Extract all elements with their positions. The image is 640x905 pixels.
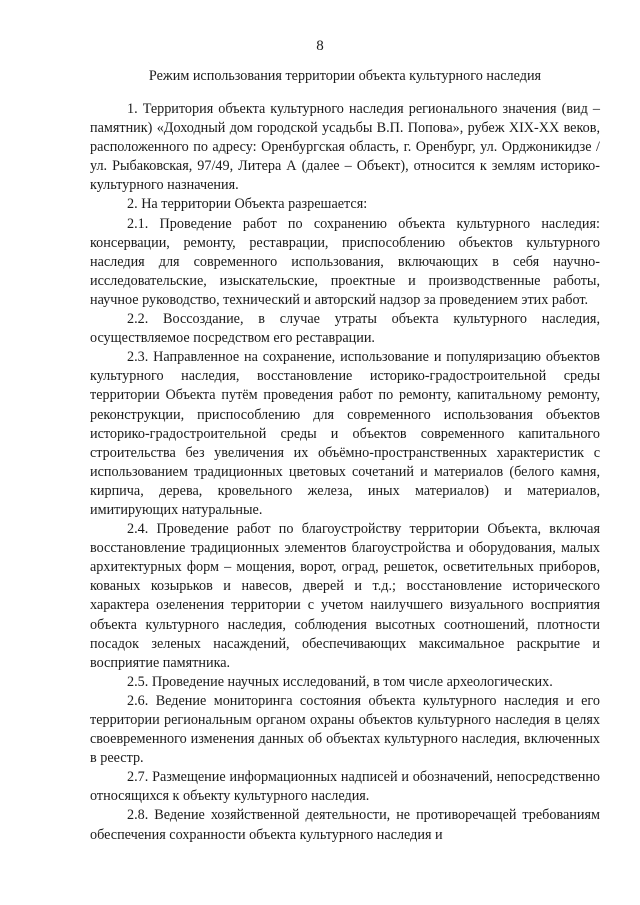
paragraph-2-4: 2.4. Проведение работ по благоустройству территории Объекта, включая восстановление традиционных элементов благоустройства и оборудования, малых архитектурных форм – мощения, ворот, оград, решеток, осветительных приборов, кованых козырьков и навесов, дверей и т.д.; восстановление исторического характера озеленения территории с учетом наилучшего визуального восприятия объекта культурного наследия, соблюдения высотных соотношений, плотности посадок зеленых насаждений, обеспечивающих максимальное раскрытие и восприятие памятника.: [90, 521, 600, 671]
paragraph-2-6: 2.6. Ведение мониторинга состояния объекта культурного наследия и его территории региональным органом охраны объектов культурного наследия в целях своевременного изменения данных об объектах культурного наследия, включенных в реестр.: [90, 692, 600, 767]
paragraph-2-8: 2.8. Ведение хозяйственной деятельности, не противоречащей требованиям обеспечения сохранности объекта культурного наследия и: [90, 807, 600, 843]
document-body: [90, 100, 600, 845]
page-number: 8: [316, 38, 324, 54]
paragraph-2-2: 2.2. Воссоздание, в случае утраты объекта культурного наследия, осуществляемое посредством его реставрации.: [90, 311, 600, 347]
paragraph-2-5: 2.5. Проведение научных исследований, в том числе археологических.: [127, 673, 553, 690]
document-title: Режим использования территории объекта культурного наследия: [148, 68, 542, 84]
paragraph-2-7: 2.7. Размещение информационных надписей и обозначений, непосредственно относящихся к объекту культурного наследия.: [90, 769, 600, 805]
paragraph-1: 1. Территория объекта культурного наследия регионального значения (вид – памятник) «Доходный дом городской усадьбы В.П. Попова», рубеж XIX-XX веков, расположенного по адресу: Оренбургская область, г. Оренбург, ул. Орджоникидзе / ул. Рыбаковская, 97/49, Литера А (далее – Объект), относится к землям историко-культурного назначения.: [90, 101, 600, 194]
paragraph-2-3: 2.3. Направленное на сохранение, использование и популяризацию объектов культурного наследия, восстановление историко-градостроительной среды территории Объекта путём проведения работ по ремонту, капитальному ремонту, реконструкции, приспособлению для современного использования объектов историко-градостроительной среды и объектов современного капитального строительства без увеличения их объёмно-пространственных характеристик с использованием традиционных цветовых сочетаний и материалов (белого камня, кирпича, дерева, кровельного железа, иных материалов) и материалов, имитирующих натуральные.: [90, 349, 600, 518]
paragraph-2-1: 2.1. Проведение работ по сохранению объекта культурного наследия: консервации, ремонту, реставрации, приспособлению объектов культурного наследия для современного использования, включающих в себя научно-исследовательские, изыскательские, проектные и производственные работы, научное руководство, технический и авторский надзор за проведением этих работ.: [90, 215, 600, 308]
paragraph-2: 2. На территории Объекта разрешается:: [127, 196, 368, 213]
